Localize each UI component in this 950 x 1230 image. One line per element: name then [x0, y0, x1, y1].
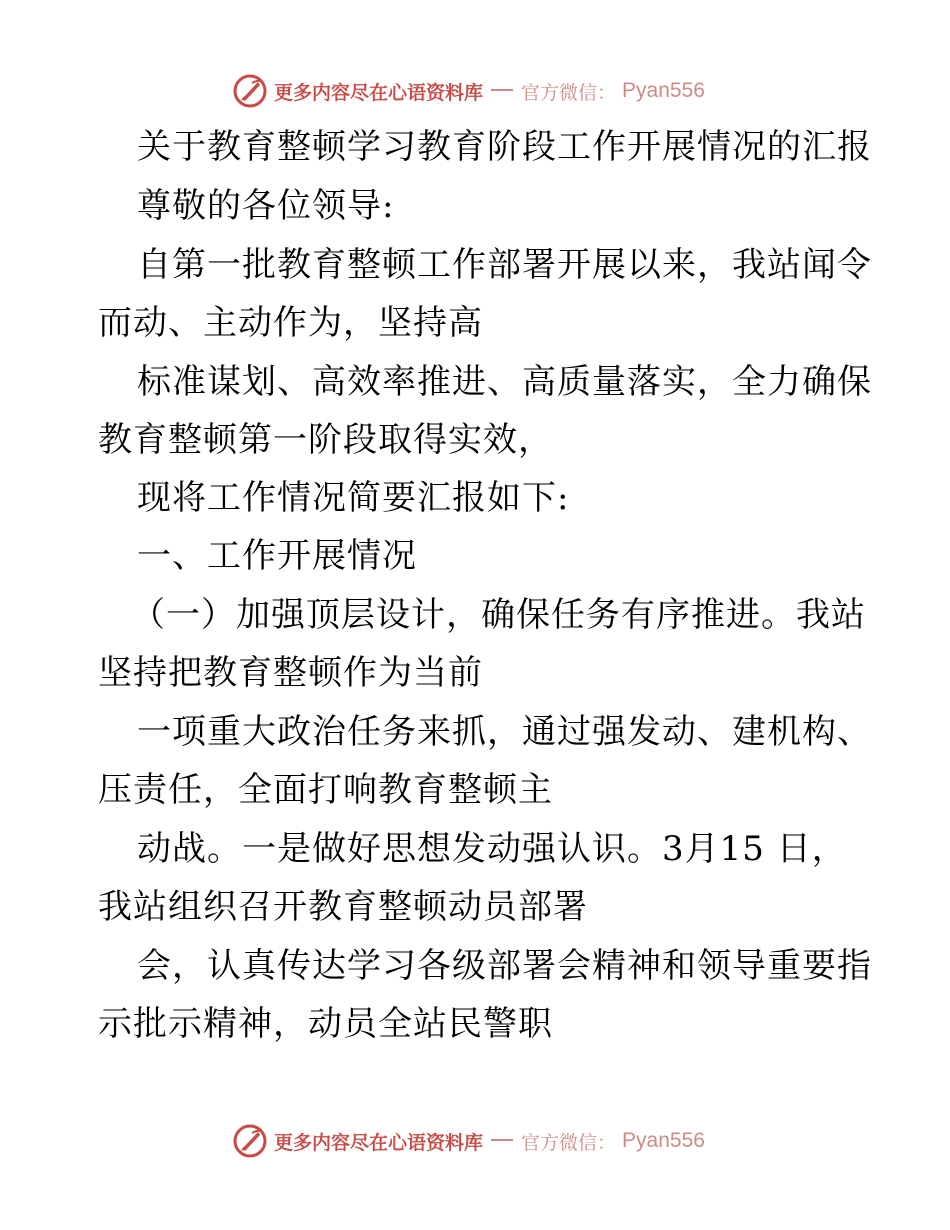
document-title: 关于教育整顿学习教育阶段工作开展情况的汇报 [137, 127, 872, 167]
text-line: 我站组织召开教育整顿动员部署 [98, 887, 588, 927]
watermark-wechat-label: 官方微信： [521, 1131, 617, 1154]
text-line: 压责任，全面打响教育整顿主 [98, 770, 553, 810]
header-watermark [232, 71, 705, 111]
watermark-wechat-id: Pyan556 [622, 1129, 705, 1152]
footer-watermark [232, 1121, 705, 1161]
text-line: 坚持把教育整顿作为当前 [98, 653, 483, 693]
text-line: 标准谋划、高效率推进、高质量落实，全力确保 [137, 362, 872, 402]
watermark-wechat-id: Pyan556 [622, 79, 705, 102]
text-line: 示批示精神，动员全站民警职 [98, 1004, 553, 1044]
text-line: 现将工作情况简要汇报如下: [137, 478, 570, 518]
quill-pen-logo-icon [232, 1123, 268, 1159]
text-line: 而动、主动作为，坚持高 [98, 303, 483, 343]
section-heading: 一、工作开展情况 [137, 536, 417, 576]
quill-pen-logo-icon [232, 73, 268, 109]
watermark-wechat-label: 官方微信： [521, 81, 617, 104]
salutation: 尊敬的各位领导: [137, 186, 395, 226]
text-line: 一项重大政治任务来抓，通过强发动、建机构、 [137, 712, 872, 752]
watermark-site-text: 更多内容尽在心语资料库 [274, 1131, 484, 1154]
text-line: 教育整顿第一阶段取得实效， [98, 420, 553, 460]
text-line: 会，认真传达学习各级部署会精神和领导重要指 [137, 946, 872, 986]
watermark-site-text: 更多内容尽在心语资料库 [274, 81, 484, 104]
subsection-heading: （一）加强顶层设计，确保任务有序推进。我站 [131, 595, 866, 635]
text-line: 自第一批教育整顿工作部署开展以来，我站闻令 [137, 245, 872, 285]
watermark-dash [491, 89, 513, 91]
text-line: 动战。一是做好思想发动强认识。3月15 日， [137, 829, 847, 869]
watermark-dash [491, 1139, 513, 1141]
